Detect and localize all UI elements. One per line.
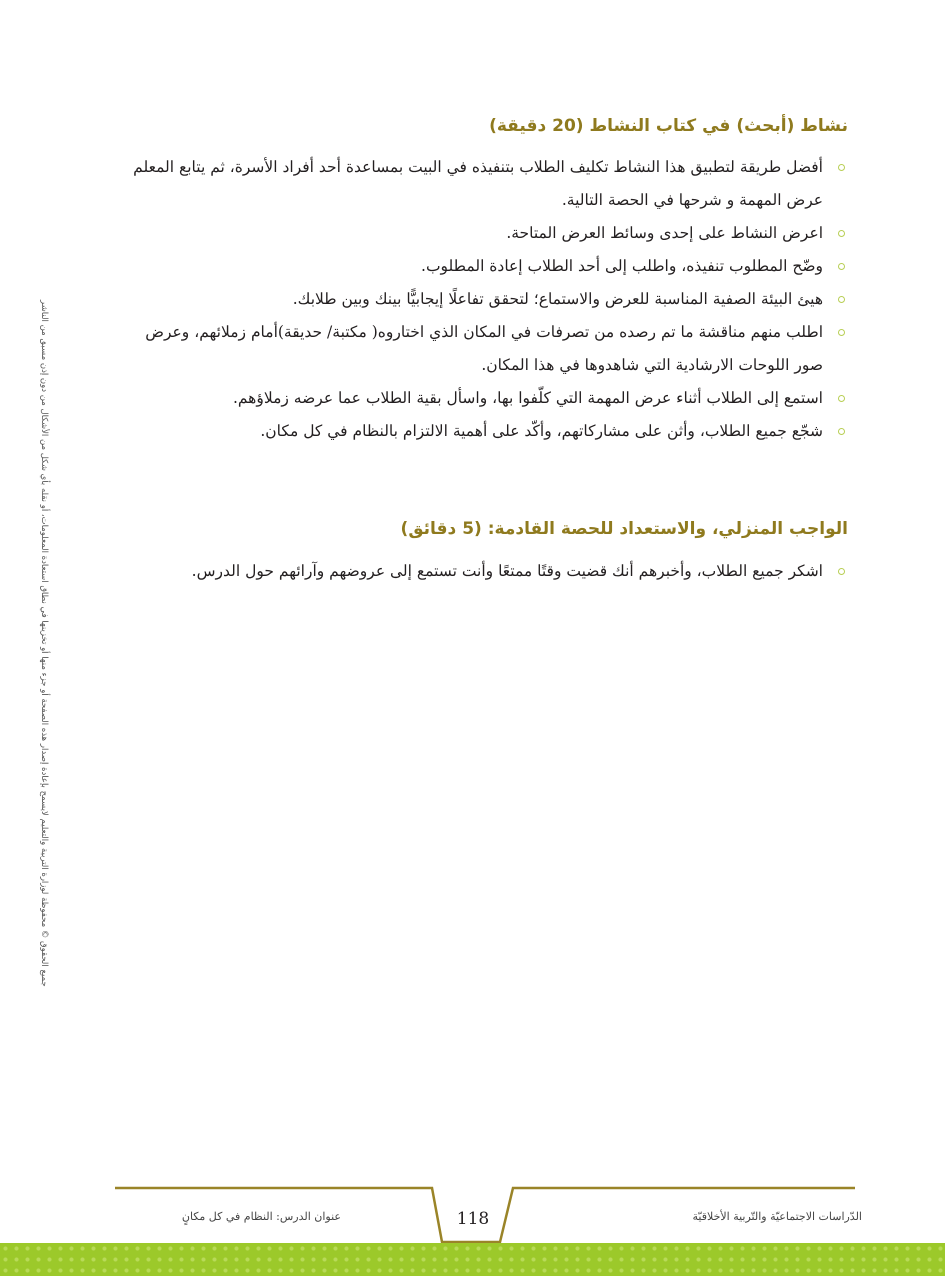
list-item-text: شجّع جميع الطلاب، وأثن على مشاركاتهم، وأكّد على أهمية الالتزام بالنظام في كل مكان. [260,422,823,440]
activity-steps-list [128,151,848,448]
bullet-icon [838,263,845,270]
list-item-text: وضّح المطلوب تنفيذه، واطلب إلى أحد الطلاب إعادة المطلوب. [421,257,823,275]
copyright-notice: جميع الحقوق © محفوظة لوزارة التربية والتعليم لايسمح بإعادة إصدار هذه الصفحة أو جزء منها أو تخزينها في نطاق استعادة المعلومات، أو نقله بأي شكل من الأشكال من دون إذن مسبق من الناشر [39,300,49,987]
activity-section-title: نشاط (أبحث) في كتاب النشاط (20 دقيقة) [489,116,848,136]
bullet-icon [838,395,845,402]
bullet-icon [838,296,845,303]
bullet-icon [838,428,845,435]
bullet-icon [838,329,845,336]
list-item [128,382,848,415]
list-item-text: استمع إلى الطلاب أثناء عرض المهمة التي كلّفوا بها، واسأل بقية الطلاب عما عرضه زملاؤهم. [232,389,823,407]
homework-steps-list [128,555,848,588]
bullet-icon [838,164,845,171]
footer-lesson-title: عنوان الدرس: النظام في كل مكانٍ [181,1210,341,1223]
list-item [128,555,848,588]
list-item-text: هيئ البيئة الصفية المناسبة للعرض والاستماع؛ لتحقق تفاعلًا إيجابيًّا بينك وبين طلابك. [292,290,823,308]
list-item-text: اشكر جميع الطلاب، وأخبرهم أنك قضيت وقتًا ممتعًا وأنت تستمع إلى عروضهم وآرائهم حول الدرس. [191,562,823,580]
list-item [128,415,848,448]
list-item [128,250,848,283]
list-item [128,316,848,382]
decorative-bottom-band [0,1243,945,1276]
list-item-text: أفضل طريقة لتطبيق هذا النشاط تكليف الطلاب بتنفيذه في البيت بمساعدة أحد أفراد الأسرة، ثم يتابع المعلم عرض المهمة و شرحها في الحصة التالية. [133,158,823,209]
list-item [128,283,848,316]
bullet-icon [838,230,845,237]
list-item [128,151,848,217]
list-item-text: اعرض النشاط على إحدى وسائط العرض المتاحة. [506,224,823,242]
footer-book-title: الدّراسات الاجتماعيّة والتّربية الأخلاقيّة [692,1210,862,1223]
homework-section-title: الواجب المنزلي، والاستعداد للحصة القادمة: (5 دقائق) [400,519,848,539]
page-number: 118 [456,1209,490,1229]
list-item [128,217,848,250]
bullet-icon [838,568,845,575]
list-item-text: اطلب منهم مناقشة ما تم رصده من تصرفات في المكان الذي اختاروه( مكتبة/ حديقة)أمام زملائهم، وعرض صور اللوحات الارشادية التي شاهدوها في هذا المكان. [145,323,823,374]
